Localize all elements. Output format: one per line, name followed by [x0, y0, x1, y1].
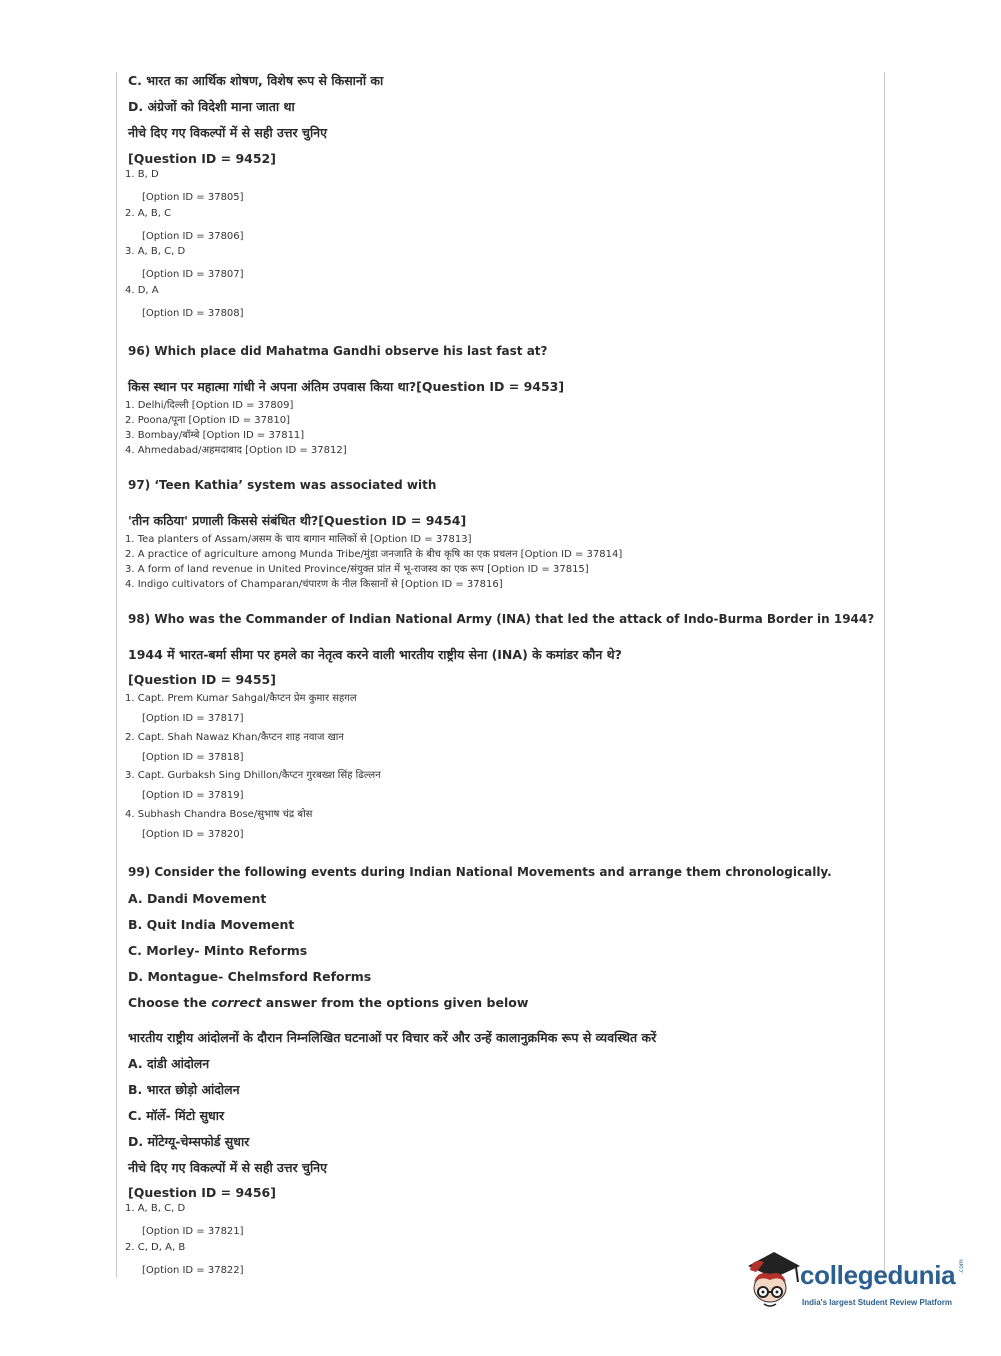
q99-choose-instruction	[128, 995, 528, 1010]
q98-option-2-id: [Option ID = 37818]	[142, 752, 244, 763]
q99-hindi-statement-d: D. मोंटेग्यू-चेम्सफोर्ड सुधार	[128, 1134, 250, 1149]
q97-heading: 97) ‘Teen Kathia’ system was associated with	[128, 478, 437, 492]
q99-instruction: नीचे दिए गए विकल्पों में से सही उत्तर चुनिए	[128, 1160, 328, 1175]
q99-hindi-statement-b: B. भारत छोड़ो आंदोलन	[128, 1082, 240, 1097]
q95-option-1-id: [Option ID = 37805]	[142, 192, 244, 203]
q99-choose-suffix: answer from the options given below	[261, 995, 529, 1010]
q99-question-id: [Question ID = 9456]	[128, 1185, 276, 1200]
q95-question-id: [Question ID = 9452]	[128, 151, 276, 166]
logo-tagline: India's largest Student Review Platform	[802, 1298, 952, 1307]
q99-option-2: 2. C, D, A, B	[125, 1242, 186, 1253]
q96-hindi: किस स्थान पर महात्मा गांधी ने अपना अंतिम उपवास किया था?[Question ID = 9453]	[128, 379, 565, 394]
q99-hindi-heading: भारतीय राष्ट्रीय आंदोलनों के दौरान निम्नलिखित घटनाओं पर विचार करें और उन्हें कालानुक्रमिक रूप से व्यवस्थित करें	[128, 1030, 657, 1045]
q98-option-1: 1. Capt. Prem Kumar Sahgal/कैप्टन प्रेम कुमार सहगल	[125, 693, 357, 704]
q99-option-2-id: [Option ID = 37822]	[142, 1265, 244, 1276]
q95-instruction: नीचे दिए गए विकल्पों में से सही उत्तर चुनिए	[128, 125, 328, 140]
q99-choose-prefix: Choose the	[128, 995, 212, 1010]
q96-option-1: 1. Delhi/दिल्ली [Option ID = 37809]	[125, 400, 294, 411]
q98-question-id: [Question ID = 9455]	[128, 672, 276, 687]
q98-option-4: 4. Subhash Chandra Bose/सुभाष चंद्र बोस	[125, 809, 313, 820]
page-border-left	[116, 72, 117, 1278]
q98-option-1-id: [Option ID = 37817]	[142, 713, 244, 724]
q99-statement-c: C. Morley- Minto Reforms	[128, 943, 308, 958]
q99-statement-b: B. Quit India Movement	[128, 917, 295, 932]
q97-option-1: 1. Tea planters of Assam/असम के चाय बागान मालिकों से [Option ID = 37813]	[125, 534, 472, 545]
q95-statement-c: C. भारत का आर्थिक शोषण, विशेष रूप से किसानों का	[128, 73, 384, 88]
q99-option-1: 1. A, B, C, D	[125, 1203, 186, 1214]
q95-option-3: 3. A, B, C, D	[125, 246, 186, 257]
q97-option-4: 4. Indigo cultivators of Champaran/चंपारण के नील किसानों से [Option ID = 37816]	[125, 579, 503, 590]
q96-option-2: 2. Poona/पूना [Option ID = 37810]	[125, 415, 291, 426]
q95-option-4: 4. D, A	[125, 285, 159, 296]
collegedunia-logo	[742, 1248, 972, 1314]
q99-hindi-statement-a: A. दांडी आंदोलन	[128, 1056, 210, 1071]
page-border-right	[884, 72, 885, 1278]
q98-option-3: 3. Capt. Gurbaksh Sing Dhillon/कैप्टन गुरबख्श सिंह ढिल्लन	[125, 770, 381, 781]
q95-option-2: 2. A, B, C	[125, 208, 172, 219]
logo-wordmark: collegedunia	[800, 1260, 956, 1290]
q99-hindi-statement-c: C. मॉर्ले- मिंटो सुधार	[128, 1108, 225, 1123]
q95-option-2-id: [Option ID = 37806]	[142, 231, 244, 242]
q99-option-1-id: [Option ID = 37821]	[142, 1226, 244, 1237]
q95-statement-d: D. अंग्रेजों को विदेशी माना जाता था	[128, 99, 295, 114]
q98-hindi: 1944 में भारत-बर्मा सीमा पर हमले का नेतृत्व करने वाली भारतीय राष्ट्रीय सेना (INA) के कमांडर कौन थे?	[128, 647, 622, 662]
mascot-icon	[742, 1248, 802, 1314]
q95-option-3-id: [Option ID = 37807]	[142, 269, 244, 280]
q96-option-4: 4. Ahmedabad/अहमदाबाद [Option ID = 37812]	[125, 445, 347, 456]
q97-hindi: 'तीन कठिया' प्रणाली किससे संबंधित थी?[Question ID = 9454]	[128, 513, 467, 528]
q98-option-3-id: [Option ID = 37819]	[142, 790, 244, 801]
q99-statement-a: A. Dandi Movement	[128, 891, 267, 906]
q97-option-2: 2. A practice of agriculture among Munda Tribe/मुंडा जनजाति के बीच कृषि का एक प्रचलन [Option ID = 37814]	[125, 549, 623, 560]
q98-heading: 98) Who was the Commander of Indian National Army (INA) that led the attack of Indo-Burma Border in 1944?	[128, 612, 875, 626]
q95-option-4-id: [Option ID = 37808]	[142, 308, 244, 319]
q99-choose-italic: correct	[211, 995, 262, 1010]
q97-option-3: 3. A form of land revenue in United Province/संयुक्त प्रांत में भू-राजस्व का एक रूप [Option ID = 37815]	[125, 564, 589, 575]
q98-option-4-id: [Option ID = 37820]	[142, 829, 244, 840]
q99-statement-d: D. Montague- Chelmsford Reforms	[128, 969, 372, 984]
q99-heading: 99) Consider the following events during Indian National Movements and arrange them chronologically.	[128, 865, 832, 879]
q96-heading: 96) Which place did Mahatma Gandhi observe his last fast at?	[128, 344, 548, 358]
q98-option-2: 2. Capt. Shah Nawaz Khan/कैप्टन शाह नवाज खान	[125, 732, 344, 743]
logo-suffix: .com	[958, 1259, 965, 1274]
q96-option-3: 3. Bombay/बॉम्बे [Option ID = 37811]	[125, 430, 305, 441]
q95-option-1: 1. B, D	[125, 169, 159, 180]
